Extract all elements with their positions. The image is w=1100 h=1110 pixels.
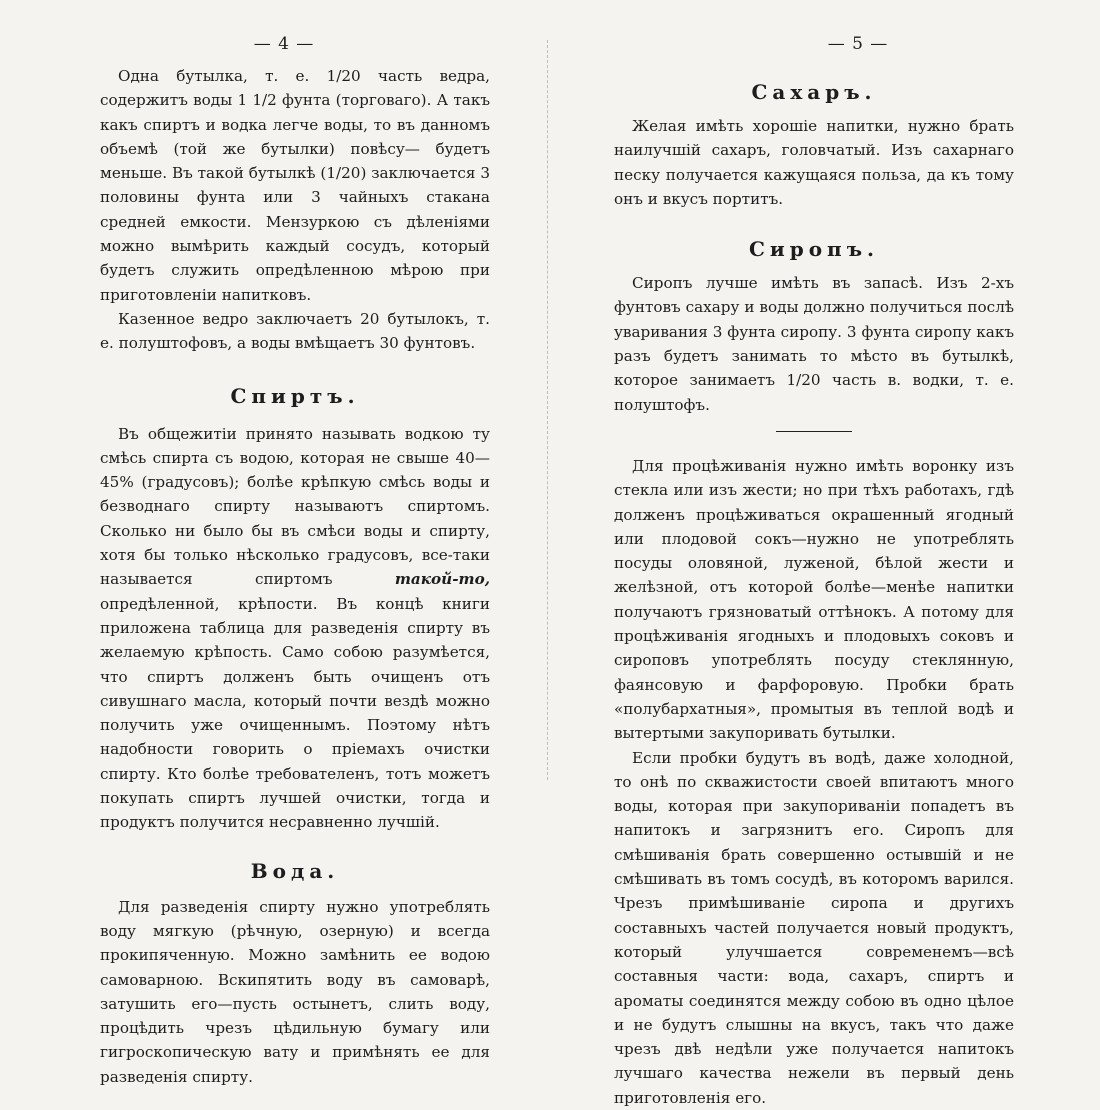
left-page	[0, 0, 548, 1086]
book-gutter	[547, 40, 551, 780]
right-page	[552, 0, 1100, 1107]
section-heading-spirt: Спиртъ.	[230, 383, 360, 408]
filtering-paragraph: Для процѣживанія нужно имѣть воронку изъ стекла или изъ жести; но при тѣхъ работахъ, гдѣ долженъ процѣживаться окрашенный ягодный или плодовой сокъ—нужно не употреблять посуды оловяной, луженой, бѣлой жести и желѣзной, отъ которой болѣе—менѣе напитки получаютъ грязноватый оттѣнокъ. А потому для процѣживанія ягодныхъ и плодовыхъ соковъ и сироповъ употреблять посуду стеклянную, фаянсовую и фарфоровую. Пробки брать «полубархатныя», промытыя въ теплой водѣ и вытертыми закупоривать бутылки.	[614, 456, 1014, 743]
sirop-paragraph: Сиропъ лучше имѣть въ запасѣ. Изъ 2-хъ фунтовъ сахару и воды должно получиться послѣ уваривания 3 фунта сиропу. 3 фунта сиропу какъ разъ будетъ занимать то мѣсто въ бутылкѣ, которое занимаетъ 1/20 часть в. водки, т. е. полуштофъ.	[614, 274, 1014, 414]
right-page-body	[614, 80, 1014, 1110]
corks-paragraph: Если пробки будутъ въ водѣ, даже холодной, то онѣ по скважистости своей впитаютъ много воды, которая при закупориваніи попадетъ въ напитокъ и загрязнитъ его. Сиропъ для смѣшиванія брать совершенно остывшій и не смѣшивать въ томъ сосудѣ, въ которомъ варился. Чрезъ примѣшиваніе сиропа и другихъ составныхъ частей получается новый продуктъ, который улучшается современемъ—всѣ составныя части: вода, сахаръ, спиртъ и ароматы соединятся между собою въ одно цѣлое и не будутъ слышны на вкусъ, такъ что даже чрезъ двѣ недѣли уже получается напитокъ лучшаго качества нежели въ первый день приготовленія его.	[614, 748, 1014, 1107]
sahar-paragraph: Желая имѣть хорошіе напитки, нужно брать наилучшій сахаръ, головчатый. Изъ сахарнаго песку получается кажущаяся польза, да къ тому онъ и вкусъ портитъ.	[614, 117, 1014, 208]
section-heading-voda: Вода.	[250, 858, 340, 883]
section-heading-sahar: Сахаръ.	[751, 80, 877, 104]
page-number: — 5 —	[827, 34, 889, 54]
left-page-body	[100, 64, 490, 1089]
bottle-paragraph: Одна бутылка, т. е. 1/20 часть ведра, содержитъ воды 1 1/2 фунта (торговаго). А такъ какъ спиртъ и водка легче воды, то въ данномъ объемѣ (той же бутылки) повѣсу— будетъ меньше. Въ такой бутылкѣ (1/20) заключается 3 половины фунта или 3 чайныхъ стакана средней емкости. Мензуркою съ дѣленіями можно вымѣрить каждый сосудъ, который будетъ служить опредѣленною мѣрою при приготовленіи напитковъ.	[100, 67, 490, 304]
voda-paragraph: Для разведенія спирту нужно употреблять воду мягкую (рѣчную, озерную) и всегда прокипяченную. Можно замѣнить ее водою самоварною. Вскипятить воду въ самоварѣ, затушить его—пусть остынетъ, слить воду, процѣдить чрезъ цѣдильную бумагу или гигроскопическую вату и примѣнять ее для разведенія спирту.	[100, 897, 490, 1086]
bucket-paragraph: Казенное ведро заключаетъ 20 бутылокъ, т. е. полуштофовъ, а воды вмѣщаетъ 30 фунтовъ.	[100, 309, 490, 353]
page-number: — 4 —	[253, 34, 315, 54]
section-heading-sirop: Сиропъ.	[748, 237, 880, 262]
spirt-paragraph	[100, 422, 490, 835]
spirt-italic-phrase: такой-то,	[394, 570, 490, 589]
spirt-text-b: опредѣленной, крѣпости. Въ концѣ книги приложена таблица для разведенія спирту въ желаемую крѣпость. Само собою разумѣется, что спиртъ долженъ быть очищенъ отъ сивушнаго масла, который почти вездѣ можно получить уже очищеннымъ. Поэтому нѣтъ надобности говорить о пріемахъ очистки спирту. Кто болѣе требователенъ, тотъ можетъ покупать спиртъ лучшей очистки, тогда и продуктъ получится несравненно лучшій.	[100, 594, 490, 832]
spirt-text-a: Въ общежитіи принято называть водкою ту смѣсь спирта съ водою, которая не свыше 40—45% (градусовъ); болѣе крѣпкую смѣсь воды и безводнаго спирту называютъ спиртомъ. Сколько ни было бы въ смѣси воды и спирту, хотя бы только нѣсколько градусовъ, все-таки называется спиртомъ	[100, 424, 490, 589]
